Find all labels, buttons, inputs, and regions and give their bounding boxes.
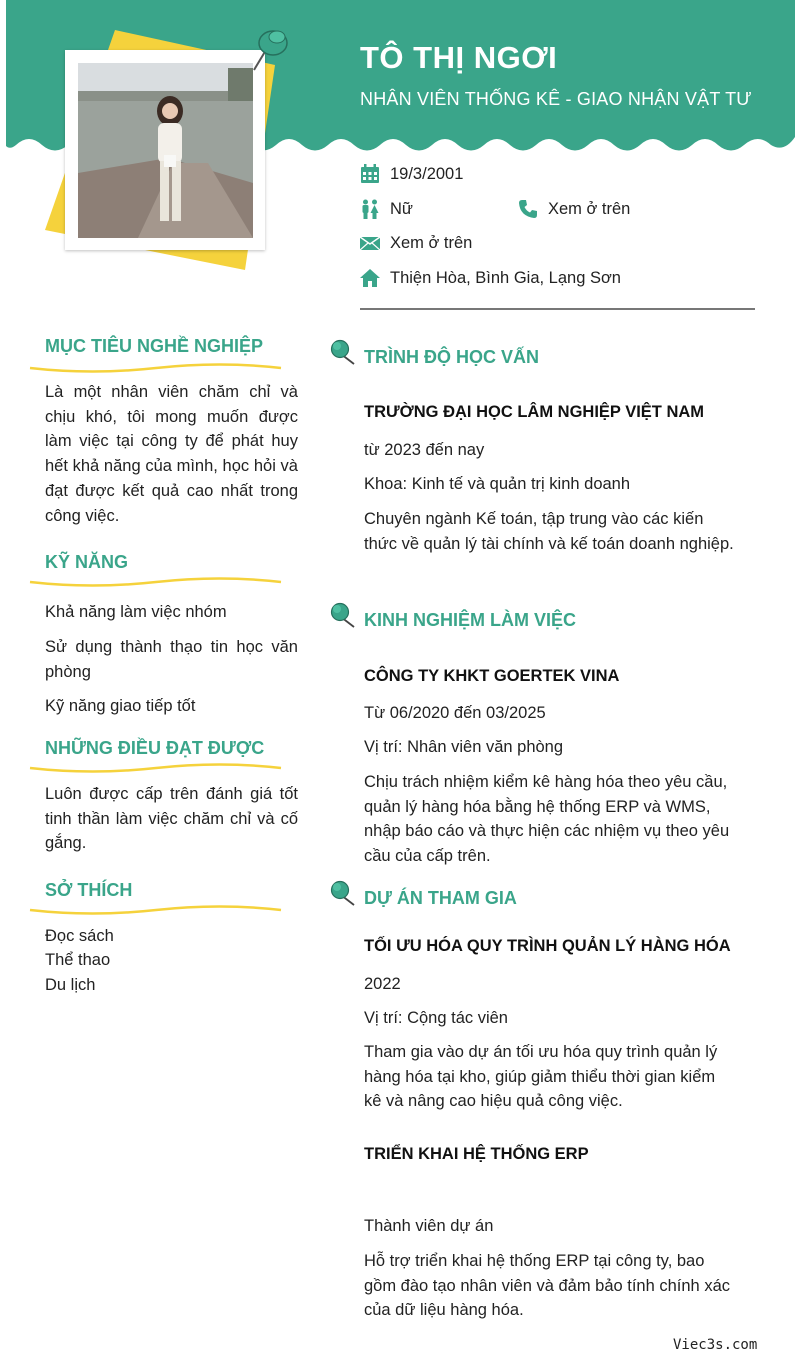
- skill-item: Kỹ năng giao tiếp tốt: [45, 697, 196, 715]
- birthday-row: [360, 164, 463, 184]
- candidate-name: TÔ THỊ NGƠI: [360, 40, 558, 75]
- skills-underline: [28, 576, 283, 590]
- experience-period: Từ 06/2020 đến 03/2025: [364, 704, 546, 722]
- experience-company: CÔNG TY KHKT GOERTEK VINA: [364, 667, 620, 685]
- phone-icon: [518, 199, 538, 219]
- achievements-text: Luôn được cấp trên đánh giá tốt tinh thần làm việc chăm chỉ và cố gắng.: [45, 785, 298, 853]
- gender-value: Nữ: [390, 199, 413, 218]
- skill-item: Sử dụng thành thạo tin học văn phòng: [45, 638, 298, 681]
- experience-title: KINH NGHIỆM LÀM VIỆC: [364, 610, 577, 630]
- section-pin-icon: [329, 601, 357, 629]
- pushpin-icon: [246, 24, 292, 74]
- hobbies-title: SỞ THÍCH: [45, 880, 133, 900]
- calendar-icon: [360, 164, 380, 184]
- profile-photo: [78, 63, 253, 238]
- hobbies-underline: [28, 904, 283, 918]
- footer-watermark: Viec3s.com: [673, 1337, 758, 1353]
- section-pin-icon: [329, 879, 357, 907]
- photo-frame: [65, 50, 265, 250]
- education-faculty: Khoa: Kinh tế và quản trị kinh doanh: [364, 475, 631, 493]
- address-value: Thiện Hòa, Bình Gia, Lạng Sơn: [390, 268, 621, 287]
- gender-icon: [360, 199, 380, 219]
- hobby-item: Du lịch: [45, 976, 96, 994]
- skills-title: KỸ NĂNG: [45, 552, 129, 572]
- job-title: NHÂN VIÊN THỐNG KÊ - GIAO NHẬN VẬT TƯ: [360, 89, 752, 109]
- project-name: TRIỂN KHAI HỆ THỐNG ERP: [364, 1145, 589, 1163]
- achievements-underline: [28, 762, 283, 776]
- project-description: Hỗ trợ triển khai hệ thống ERP tại công ty, bao gồm đào tạo nhân viên và đảm bảo tính chính xác của dữ liệu hàng hóa.: [364, 1252, 730, 1320]
- project-year: 2022: [364, 975, 401, 993]
- section-pin-icon: [329, 338, 357, 366]
- skill-item: Khả năng làm việc nhóm: [45, 603, 227, 621]
- email-row: [360, 233, 472, 253]
- project-name: TỐI ƯU HÓA QUY TRÌNH QUẢN LÝ HÀNG HÓA: [364, 937, 731, 955]
- objective-underline: [28, 362, 283, 376]
- header-divider: [360, 308, 755, 310]
- email-value: Xem ở trên: [390, 233, 473, 252]
- education-title: TRÌNH ĐỘ HỌC VẤN: [364, 347, 539, 367]
- education-period: từ 2023 đến nay: [364, 441, 485, 459]
- phone-value: Xem ở trên: [548, 199, 631, 218]
- birthday-value: 19/3/2001: [390, 164, 464, 183]
- address-row: [360, 268, 621, 288]
- experience-position: Vị trí: Nhân viên văn phòng: [364, 738, 564, 756]
- project-role: Vị trí: Cộng tác viên: [364, 1009, 508, 1027]
- hobby-item: Đọc sách: [45, 927, 114, 945]
- objective-text: Là một nhân viên chăm chỉ và chịu khó, tôi mong muốn được làm việc tại công ty để phát huy hết khả năng của mình, học hỏi và đạt được kết quả cao nhất trong công việc.: [45, 383, 298, 525]
- hobby-item: Thể thao: [45, 951, 111, 969]
- project-role: Thành viên dự án: [364, 1217, 494, 1235]
- home-icon: [360, 268, 380, 288]
- experience-description: Chịu trách nhiệm kiểm kê hàng hóa theo yêu cầu, quản lý hàng hóa bằng hệ thống ERP và WMS, nhập báo cáo và thực hiện các nhiệm vụ theo yêu cầu của cấp trên.: [364, 773, 730, 866]
- projects-title: DỰ ÁN THAM GIA: [364, 888, 517, 908]
- gender-row: [360, 199, 413, 219]
- phone-row: [518, 199, 630, 219]
- project-description: Tham gia vào dự án tối ưu hóa quy trình quản lý hàng hóa tại kho, giúp giảm thiểu thời gian kiểm kê và nâng cao hiệu quả công việc.: [364, 1043, 718, 1111]
- objective-title: MỤC TIÊU NGHỀ NGHIỆP: [45, 336, 264, 356]
- education-major: Chuyên ngành Kế toán, tập trung vào các kiến thức về quản lý tài chính và kế toán doanh nghiệp.: [364, 510, 734, 553]
- education-school: TRƯỜNG ĐẠI HỌC LÂM NGHIỆP VIỆT NAM: [364, 403, 705, 421]
- achievements-title: NHỮNG ĐIỀU ĐẠT ĐƯỢC: [45, 738, 265, 758]
- email-icon: [360, 233, 380, 253]
